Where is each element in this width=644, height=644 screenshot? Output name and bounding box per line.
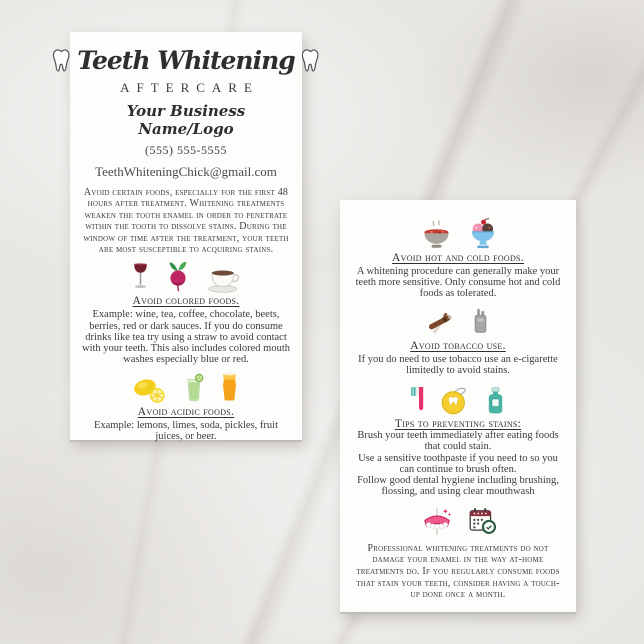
business-name: Your Business Name/Logo (126, 102, 246, 138)
vape-icon (470, 307, 491, 338)
section-heading-prevention-tips: Tips to preventing stains: (394, 418, 522, 431)
cigar-icon (425, 306, 457, 338)
tips-line-brush: Brush your teeth immediately after eating foods that could stain. (357, 430, 559, 453)
tooth-icon (51, 48, 72, 74)
calendar-icon (467, 506, 497, 536)
toothbrush-icon (409, 384, 427, 416)
wine-glass-icon (129, 260, 152, 293)
section-heading-acidic-foods: Avoid acidic foods. (137, 405, 235, 418)
lemon-icon (132, 377, 169, 404)
beer-icon (219, 370, 240, 404)
colored-foods-icons-row (79, 260, 293, 293)
email-address: TeethWhiteningChick@gmail.com (95, 164, 277, 179)
tobacco-icons-row (350, 306, 566, 338)
prevention-icons-row (350, 384, 566, 416)
section-heading-colored-foods: Avoid colored foods. (132, 295, 240, 308)
dentures-icon (420, 507, 454, 536)
mouthwash-icon (484, 385, 507, 416)
footer-icons-row (350, 506, 566, 536)
tips-line-hygiene: Follow good dental hygiene including brushing, flossing, and using clear mouthwash (357, 475, 559, 498)
ice-cream-icon (468, 217, 498, 250)
hot-cold-icons-row (350, 217, 566, 250)
section-body-acidic-foods: Example: lemons, limes, soda, pickles, fruit juices, or beer. (93, 419, 278, 442)
floss-icon (440, 385, 471, 416)
card-header (79, 46, 293, 75)
aftercare-card-back (340, 200, 576, 612)
phone-number: (555) 555-5555 (145, 143, 227, 157)
section-heading-tobacco: Avoid tobacco use. (410, 339, 506, 352)
acidic-foods-icons-row (79, 370, 293, 404)
intro-paragraph: Avoid certain foods, especially for the first 48 hours after treatment. Whitening treatments weaken the tooth enamel in order to penetrate within the tooth to dissolve stains. During the window of time after the treatment, your teeth are most susceptible to acquiring stains. (83, 187, 289, 255)
coffee-cup-icon (204, 265, 244, 293)
section-heading-hot-cold: Avoid hot and cold foods. (392, 252, 524, 264)
section-body-hot-cold: A whitening procedure can generally make your teeth more sensitive. Only consume hot and cold foods as tolerated. (355, 266, 561, 300)
tooth-icon (300, 48, 321, 74)
card-title: Teeth Whitening (77, 46, 295, 75)
soup-bowl-icon (418, 219, 455, 250)
beet-icon (165, 260, 191, 293)
card-subtitle: AFTERCARE (120, 80, 259, 95)
tips-line-toothpaste: Use a sensitive toothpaste if you need to so you can continue to brush often. (358, 452, 558, 475)
aftercare-card-front (70, 32, 302, 440)
footer-paragraph: Professional whitening treatments do not damage your enamel in the way at-home treatments do. If you regularly consume foods that stain your teeth, consider having a touch-up done once a month. (356, 542, 560, 601)
section-body-colored-foods: Example: wine, tea, coffee, chocolate, beets, berries, red or dark sauces. If you do consume drinks like tea try using a straw to avoid contact with your teeth. This also includes colored mouth washes especially blue or red. (81, 309, 291, 366)
limeade-icon (182, 372, 206, 404)
section-body-tobacco: If you do need to use tobacco use an e-cigarette limitedly to avoid stains. (358, 353, 558, 376)
